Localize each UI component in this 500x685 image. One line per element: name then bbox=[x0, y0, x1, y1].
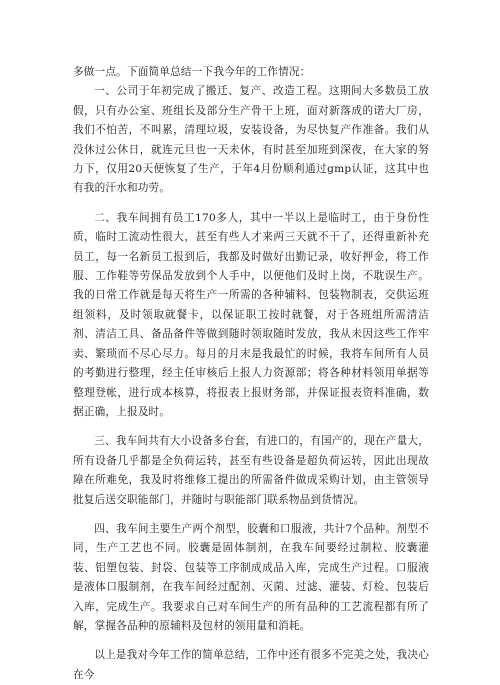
paragraph-relocation: 一、公司于年初完成了搬迁、复产、改造工程。这期间大多数员工放假，只有办公室、班组长及部分生产骨干上班，面对新落成的诺大厂房，我们不怕苦，不叫累，清理垃圾，安装设备，为尽快复产作准备。我们从没休过公休日，就连元旦也一天未休，有时甚至加班到深夜，在大家的努力下，仅用20天便恢复了生产，于年4月份顺利通过gmp认证，这其中也有我的汗水和功劳。 bbox=[73, 85, 429, 195]
intro-paragraph: 多做一点。下面简单总结一下我今年的工作情况： bbox=[73, 66, 311, 78]
paragraph-conclusion: 以上是我对今年工作的简单总结，工作中还有很多不完美之处，我决心在今 bbox=[73, 649, 429, 681]
paragraph-staff: 二、我车间拥有员工170多人，其中一半以上是临时工，由于身份性质，临时工流动性很大，甚至有些人才来两三天就不干了，还得重新补充员工，每一名新员工报到后，我都及时做好出勤记录，收好押金，将工作服、工作鞋等劳保品发放到个人手中，以便他们及时上岗，不耽误生产。我的日常工作就是每天将生产一所需的各种辅料、包装物制表，交供运班组领料，及时领取就餐卡，以保证职工按时就餐，对于各班组所需清洁剂、清洁工具、备品备件等做到随时领取随时发放，我从未因这些工作牢卖、繁琐而不尽心尽力。每月的月末是我最忙的时候，我将车间所有人员的考勤进行整理，经主任审核后上报人力资源部；将各种材料领用单据等整理登帐，进行成本核算，将报表上报财务部，并保证报表资料准确，数据正确，上报及时。 bbox=[73, 211, 429, 418]
document-page bbox=[73, 63, 429, 685]
paragraph-equipment: 三、我车间共有大小设备多台套，有进口的，有国产的，现在产量大，所有设备几乎都是全负荷运转，甚至有些设备是超负荷运转，因此出现故障在所难免，我及时将维修工提出的所需备件做成采购计划，由主管领导批复后送交职能部门，并随时与职能部门联系物品到货情况。 bbox=[73, 435, 429, 506]
paragraph-products: 四、我车间主要生产两个剂型，胶囊和口服液，共计7个品种。剂型不同，生产工艺也不同。胶囊是固体制剂，在我车间要经过制粒、胶囊灌装、铝塑包装、封袋、包装等工序制成成品入库，完成生产过程。口服液是液体口服制剂，在我车间经过配剂、灭菌、过滤、灌装、灯检、包装后入库，完成生产。我要求自己对车间生产的所有品种的工艺流程都有所了解，掌握各品种的原辅料及包材的领用量和消耗。 bbox=[73, 522, 429, 632]
